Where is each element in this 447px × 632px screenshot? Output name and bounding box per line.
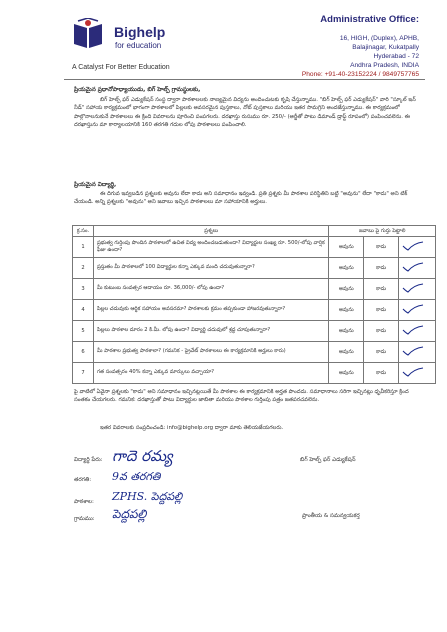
- tick-mark-icon: [402, 346, 424, 356]
- tick-mark-icon: [402, 262, 424, 272]
- village-label: గ్రామము:: [74, 516, 95, 522]
- no-option[interactable]: కాదు: [364, 237, 399, 258]
- question-text: పిల్లల చదువుకు ఆర్థిక సహాయం అవసరమా? పాఠశాలకు క్రమం తప్పకుండా హాజరవుతున్నారా?: [93, 300, 328, 321]
- no-option[interactable]: కాదు: [364, 258, 399, 279]
- row-number: 1: [73, 237, 94, 258]
- tick-mark-icon: [402, 304, 424, 314]
- col-header-number: క్ర.సం.: [73, 226, 94, 237]
- yes-option[interactable]: అవును: [329, 321, 364, 342]
- tick-cell: [399, 279, 436, 300]
- question-text: పిల్లలు పాఠశాల దూరం 2 కి.మీ. లోపు ఉందా? విద్యార్థి చదువులో శ్రద్ధ చూపుతున్నారా?: [93, 321, 328, 342]
- question-text: గత సంవత్సరం 40% కన్నా ఎక్కువ మార్కులు వచ్చాయా?: [93, 363, 328, 384]
- table-row: [73, 321, 436, 342]
- table-header-row: [73, 226, 436, 237]
- organization-sign-label: బిగ్ హెల్ప్ ఫర్ ఎడ్యుకేషన్: [300, 457, 356, 463]
- tick-cell: [399, 300, 436, 321]
- brand-name: Bighelp: [114, 24, 166, 40]
- table-row: [73, 279, 436, 300]
- tick-cell: [399, 321, 436, 342]
- class-value[interactable]: 9వ తరగతి: [112, 470, 161, 483]
- tick-mark-icon: [402, 241, 424, 251]
- table-row: [73, 363, 436, 384]
- brand-subtitle: for education: [115, 41, 162, 50]
- questionnaire-table: [72, 225, 436, 384]
- section-heading: ప్రియమైన విద్యార్థి,: [74, 182, 117, 188]
- col-header-questions: ప్రశ్నలు: [93, 226, 328, 237]
- no-option[interactable]: కాదు: [364, 321, 399, 342]
- header-divider: [64, 79, 425, 80]
- table-row: [73, 237, 436, 258]
- office-title: Administrative Office:: [320, 14, 419, 25]
- row-number: 7: [73, 363, 94, 384]
- table-row: [73, 300, 436, 321]
- book-logo-icon: [70, 18, 106, 52]
- yes-option[interactable]: అవును: [329, 258, 364, 279]
- tick-cell: [399, 258, 436, 279]
- yes-option[interactable]: అవును: [329, 342, 364, 363]
- tick-cell: [399, 342, 436, 363]
- school-value[interactable]: ZPHS. పెద్దపల్లి: [112, 490, 183, 503]
- student-name-value[interactable]: గాదె రమ్య: [112, 447, 173, 465]
- office-line: Balajinagar, Kukatpally: [352, 44, 419, 51]
- office-address: [302, 14, 419, 79]
- no-option[interactable]: కాదు: [364, 300, 399, 321]
- table-row: [73, 342, 436, 363]
- question-text: మీ పాఠశాల ప్రభుత్వ పాఠశాలా? (గమనిక - ప్రైవేట్ పాఠశాలలు ఈ కార్యక్రమానికి అర్హులు కారు): [93, 342, 328, 363]
- yes-option[interactable]: అవును: [329, 363, 364, 384]
- question-text: ప్రస్తుతం మీ పాఠశాలలో 100 విద్యార్థుల కన్నా ఎక్కువ మంది చదువుతున్నారా?: [93, 258, 328, 279]
- village-value[interactable]: పెద్దపల్లి: [112, 507, 147, 521]
- yes-option[interactable]: అవును: [329, 279, 364, 300]
- instructions-paragraph: ఈ దిగువ ఇవ్వబడిన ప్రశ్నలకు అవును లేదా కాదు అని సమాధానం ఇవ్వండి. ప్రతి ప్రశ్నకు మీ పాఠశాల పరిస్థితిని బట్టి "అవును" లేదా "కాదు" అని టిక్ చేయండి. అన్ని ప్రశ్నలకు "అవును" అని జవాబు ఇచ్చిన పాఠశాలలు మా సహాయానికి అర్హులు.: [74, 191, 408, 206]
- row-number: 3: [73, 279, 94, 300]
- yes-option[interactable]: అవును: [329, 237, 364, 258]
- question-text: మీ కుటుంబ సంవత్సర ఆదాయం రూ. 36,000/- లోపు ఉందా?: [93, 279, 328, 300]
- student-name-label: విద్యార్థి పేరు:: [74, 457, 103, 463]
- office-phone: Phone: +91-40-23152224 / 9849757765: [301, 71, 419, 78]
- question-text: ప్రభుత్వ గుర్తింపు పొందిన పాఠశాలలో ఉచిత విద్య అందించబడుతుందా? విద్యార్థుల సంఖ్య రూ. 500/-లోపు వార్షిక ఫీజు ఉందా?: [93, 237, 328, 258]
- row-number: 4: [73, 300, 94, 321]
- school-label: పాఠశాల:: [74, 499, 94, 505]
- row-number: 5: [73, 321, 94, 342]
- no-option[interactable]: కాదు: [364, 363, 399, 384]
- tick-mark-icon: [402, 325, 424, 335]
- row-number: 6: [73, 342, 94, 363]
- office-line: Andhra Pradesh, INDIA: [350, 62, 419, 69]
- tagline: A Catalyst For Better Education: [72, 64, 170, 71]
- greeting: ప్రియమైన ప్రధానోపాధ్యాయుడు, బిగ్ హెల్ప్ గ్రామస్థులకు,: [74, 87, 201, 93]
- footer-note: పై వాటిలో ఏవైనా ప్రశ్నలకు "కాదు" అని సమాధానం ఇచ్చినట్లయితే మీ పాఠశాల ఈ కార్యక్రమానికి అర్హత పొందదు. సమాధానాలు సరిగా ఇచ్చినట్లు ధృవీకరిస్తూ క్రింద సంతకం చేయగలరు. గమనిక: దరఖాస్తుతో పాటు విద్యార్థుల జాబితా మరియు పాఠశాల గుర్తింపు పత్రం జతపరచవలెను.: [74, 389, 409, 404]
- office-line: Hyderabad - 72: [373, 53, 419, 60]
- no-option[interactable]: కాదు: [364, 279, 399, 300]
- tick-cell: [399, 237, 436, 258]
- class-label: తరగతి:: [74, 477, 92, 483]
- col-header-answer: జవాబు పై గుర్తు పెట్టాలి: [329, 226, 436, 237]
- coordinator-sign-label: ప్రాంతీయ & సమన్వయకర్త: [302, 513, 360, 519]
- intro-paragraph: బిగ్ హెల్ప్ ఫర్ ఎడ్యుకేషన్ సంస్థ ద్వారా పాఠశాలలకు నాణ్యమైన విద్యను అందించుటకు కృషి చేస్తున్నాము. "బిగ్ హెల్ప్ ఫర్ ఎడ్యుకేషన్" వారి "స్కూల్ ఇన్ నీడ్" సహాయ కార్యక్రమంలో భాగంగా పాఠశాలలో పిల్లలకు అవసరమైన పుస్తకాలు, నోట్ పుస్తకాలు మరియు ఇతర సామగ్రిని అందజేస్తున్నాము. ఈ కార్యక్రమంలో పాల్గొనాలనుకునే పాఠశాలలు ఈ క్రింది వివరాలను పూరించి పంపగలరు. దరఖాస్తు రుసుము రూ. 250/- (అర్జీతో పాటు డిమాండ్ డ్రాఫ్ట్ రూపంలో) పంపించవలెను. ఈ దరఖాస్తును మా కార్యాలయానికి 160 తరగతి గదుల లోపు పాఠశాలలు పంపించాలి.: [74, 97, 416, 129]
- tick-cell: [399, 363, 436, 384]
- tick-mark-icon: [402, 367, 424, 377]
- table-row: [73, 258, 436, 279]
- logo: [70, 18, 180, 58]
- row-number: 2: [73, 258, 94, 279]
- no-option[interactable]: కాదు: [364, 342, 399, 363]
- tick-mark-icon: [402, 283, 424, 293]
- contact-note: ఇతర వివరాలకు సంప్రదించండి: info@bighelp.org ద్వారా మాకు తెలియజేయగలరు.: [100, 425, 284, 431]
- yes-option[interactable]: అవును: [329, 300, 364, 321]
- office-line: 16, HIGH, (Duplex), APHB,: [339, 35, 419, 42]
